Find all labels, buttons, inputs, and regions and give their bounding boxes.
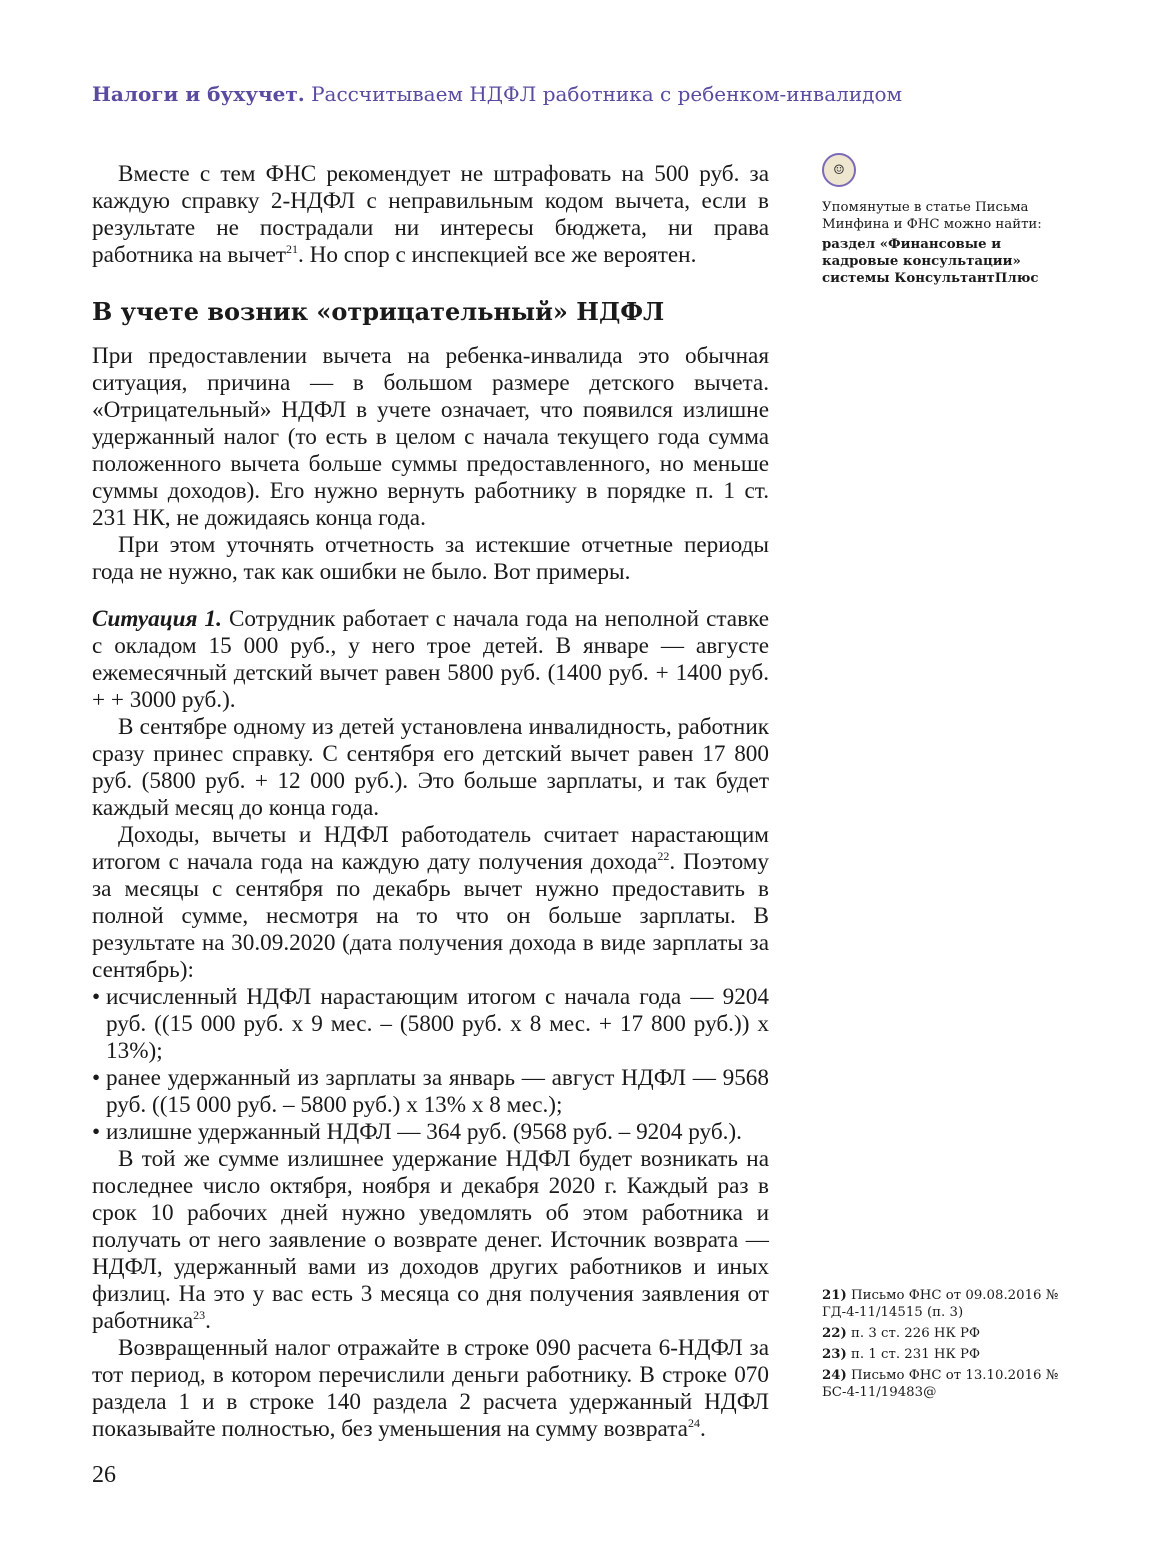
- paragraph-tail: .: [205, 1308, 211, 1334]
- paragraph-text: В той же сумме излишнее удержание НДФЛ будет возникать на последнее число октября, ноября и декабря 2020 г. Каждый раз в срок 10 рабочих дней нужно уведомлять об этом работника и получать от него заявление о возврате денег. Источник возврата — НДФЛ, удержанный вами из доходов других работников и иных физлиц. На это у вас есть 3 месяца со дня получения заявления от работника: [92, 1146, 769, 1334]
- paragraph: При этом уточнять отчетность за истекшие отчетные периоды года не нужно, так как ошибки не было. Вот примеры.: [92, 532, 769, 585]
- footnote: [822, 1287, 1062, 1321]
- intro-text: Вместе с тем ФНС рекомендует не штрафовать на 500 руб. за каждую справку 2-НДФЛ с неправильным кодом вычета, если в результате не пострадали ни интересы бюджета, ни права работника на вычет: [92, 161, 769, 268]
- footnote-number: 22): [822, 1326, 847, 1341]
- sidebar-text: Упомянутые в статье Письма Минфина и ФНС можно найти:: [822, 200, 1042, 232]
- calc-list: [92, 984, 769, 1146]
- footnote: [822, 1325, 1062, 1342]
- situation-paragraph: [92, 606, 769, 714]
- sidebar-source: раздел «Финансовые и кадровые консультации» системы КонсультантПлюс: [822, 237, 1039, 286]
- paragraph-text: Доходы, вычеты и НДФЛ работодатель считает нарастающим итогом с начала года на каждую дату получения дохода: [92, 822, 769, 875]
- article-title: Рассчитываем НДФЛ работника с ребенком-инвалидом: [311, 82, 903, 106]
- footnote-ref[interactable]: 24: [687, 1416, 700, 1430]
- footnote: [822, 1367, 1062, 1401]
- footnote-text: п. 3 ст. 226 НК РФ: [851, 1326, 980, 1341]
- footnote-text: п. 1 ст. 231 НК РФ: [851, 1347, 980, 1362]
- situation-text: Сотрудник работает с начала года на неполной ставке с окладом 15 000 руб., у него трое детей. В январе — августе ежемесячный детский вычет равен 5800 руб. (1400 руб. + 1400 руб. + + 3000 руб.).: [92, 606, 769, 713]
- list-item: • ранее удержанный из зарплаты за январь — август НДФЛ — 9568 руб. ((15 000 руб. – 5800 руб.) x 13% x 8 мес.);: [92, 1065, 769, 1119]
- list-item: • излишне удержанный НДФЛ — 364 руб. (9568 руб. – 9204 руб.).: [92, 1119, 769, 1146]
- section-heading: В учете возник «отрицательный» НДФЛ: [92, 297, 665, 326]
- footnote-number: 24): [822, 1368, 847, 1383]
- situation-label: Ситуация 1.: [92, 606, 222, 632]
- footnote-number: 23): [822, 1347, 847, 1362]
- paragraph: В сентябре одному из детей установлена инвалидность, работник сразу принес справку. С сентября его детский вычет равен 17 800 руб. (5800 руб. + 12 000 руб.). Это больше зарплаты, и так будет каждый месяц до конца года.: [92, 714, 769, 821]
- paragraph-tail: .: [699, 1416, 706, 1442]
- intro-tail: . Но спор с инспекцией все же вероятен.: [298, 242, 697, 268]
- list-item: • исчисленный НДФЛ нарастающим итогом с начала года — 9204 руб. ((15 000 руб. x 9 мес. – (5800 руб. x 8 мес. + 17 800 руб.)) x 13%);: [92, 984, 769, 1065]
- paragraph: [92, 1146, 769, 1335]
- footnote-ref[interactable]: 23: [193, 1308, 206, 1322]
- page-number: 26: [92, 1462, 116, 1488]
- footnote-number: 21): [822, 1288, 847, 1303]
- running-head: [92, 82, 902, 106]
- paragraph-tail: . Поэтому за месяцы с сентября по декабрь вычет нужно предоставить в полной сумме, несмотря на то что он больше зарплаты. В результате на 30.09.2020 (дата получения дохода в виде зарплаты за сентябрь):: [92, 849, 769, 983]
- paragraph: [92, 822, 769, 984]
- consultant-avatar-icon: ☺: [822, 153, 856, 187]
- paragraph: [92, 1335, 769, 1443]
- footnote-ref[interactable]: 22: [657, 849, 670, 863]
- intro-paragraph: [92, 161, 769, 269]
- article-body: [92, 161, 769, 1443]
- section-title: Налоги и бухучет.: [92, 82, 305, 106]
- footnotes: [822, 1287, 1062, 1405]
- sidebar-note: [822, 153, 1062, 287]
- footnote-text: Письмо ФНС от 09.08.2016 № ГД-4-11/14515 (п. 3): [822, 1288, 1059, 1320]
- footnote-text: Письмо ФНС от 13.10.2016 № БС-4-11/19483@: [822, 1368, 1059, 1400]
- paragraph-text: Возвращенный налог отражайте в строке 090 расчета 6-НДФЛ за тот период, в котором перечислили деньги работнику. В строке 070 раздела 1 и в строке 140 раздела 2 расчета удержанный НДФЛ показывайте полностью, без уменьшения на сумму возврата: [92, 1335, 769, 1442]
- paragraph: При предоставлении вычета на ребенка-инвалида это обычная ситуация, причина — в большом размере детского вычета. «Отрицательный» НДФЛ в учете означает, что появился излишне удержанный налог (то есть в целом с начала текущего года сумма положенного вычета больше суммы предоставленного, но меньше суммы доходов). Его нужно вернуть работнику в порядке п. 1 ст. 231 НК, не дожидаясь конца года.: [92, 343, 769, 531]
- footnote: [822, 1346, 1062, 1363]
- footnote-ref[interactable]: 21: [286, 242, 299, 256]
